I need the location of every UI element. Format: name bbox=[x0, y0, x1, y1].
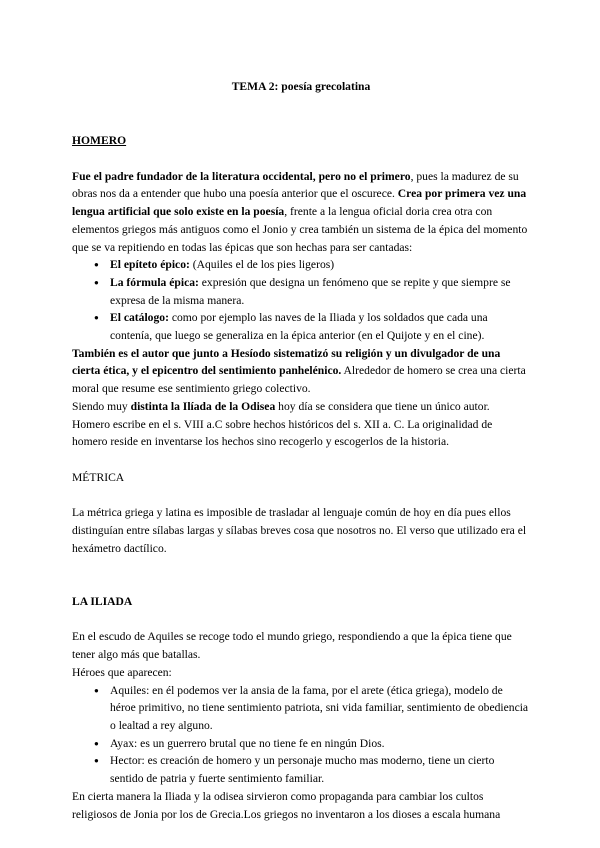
document-page bbox=[72, 60, 530, 823]
section-heading-iliada: LA ILIADA bbox=[72, 594, 133, 608]
list-item: ● Aquiles: en él podemos ver la ansia de la fama, por el arete (ética griega), modelo de héroe primitivo, no tiene sentimiento patriota, sni vida familiar, sentimiento de obediencia o lealtad a rey alguno. bbox=[96, 682, 530, 735]
homero-p2-bold: También es el autor que junto a Hesíodo sistematizó su religión y un divulgador de una cierta ética, y el epicentro del sentimiento panhelénico. bbox=[72, 346, 501, 378]
homero-p3-text-1: Siendo muy bbox=[72, 399, 131, 413]
homero-p2-text: Alrededor de homero se crea una cierta moral que resume ese sentimiento griego colectivo. bbox=[72, 364, 526, 396]
homero-p3-text-2: hoy día se considera que tiene un único autor. Homero escribe en el s. VIII a.C sobre hechos históricos del s. XII a. C. La originalidad de homero reside en inventarse los hechos sino recogerlo y escogerlos de la historia. bbox=[72, 399, 493, 449]
homero-p3-bold: distinta la Ilíada de la Odisea bbox=[130, 399, 276, 413]
list-item bbox=[96, 309, 530, 344]
homero-paragraph-2 bbox=[72, 345, 530, 398]
bullet-text: expresión que designa un fenómeno que se repite y que siempre se expresa de la misma manera. bbox=[110, 275, 511, 307]
iliada-paragraph-2: Héroes que aparecen: bbox=[72, 665, 172, 679]
section-heading-homero: HOMERO bbox=[72, 134, 127, 147]
list-item bbox=[96, 256, 530, 274]
homero-paragraph-3 bbox=[72, 398, 530, 451]
metrica-paragraph: La métrica griega y latina es imposible de trasladar al lenguaje común de hoy en día pues ellos distinguían entre sílabas largas y sílabas breves cosa que nosotros no. El verso que utilizado era el hexámetro dactílico. bbox=[72, 506, 527, 555]
iliada-bullet-list bbox=[72, 682, 530, 788]
list-item bbox=[96, 274, 530, 309]
section-heading-metrica: MÉTRICA bbox=[72, 470, 125, 484]
homero-bullet-list bbox=[72, 256, 530, 345]
homero-p1-bold-1: Fue el padre fundador de la literatura occidental, pero no el primero bbox=[72, 169, 411, 183]
bullet-term: El epíteto épico: bbox=[110, 258, 190, 272]
homero-p1-bold-2: Crea por primera vez una lengua artificial que solo existe en la poesía bbox=[72, 187, 527, 219]
bullet-term: El catálogo: bbox=[110, 311, 169, 325]
bullet-text: (Aquiles el de los pies ligeros) bbox=[189, 258, 335, 272]
homero-paragraph-1 bbox=[72, 168, 530, 257]
iliada-paragraph-3: En cierta manera la Iliada y la odisea sirvieron como propaganda para cambiar los cultos religiosos de Jonia por los de Grecia.Los griegos no inventaron a los dioses a escala humana bbox=[72, 789, 501, 821]
bullet-term: La fórmula épica: bbox=[110, 275, 199, 289]
list-item: ● Ayax: es un guerrero brutal que no tiene fe en ningún Dios. bbox=[96, 735, 530, 753]
bullet-text: como por ejemplo las naves de la Iliada y los soldados que cada una contenía, que luego se generaliza en la épica anterior (en el Quijote y en el cine). bbox=[110, 311, 488, 343]
homero-p1-text-2: , frente a la lengua oficial doria crea otra con elementos griegos más antiguos como el Jonio y crea también un sistema de la épica del momento que se va repitiendo en todas las épicas que son hechas para ser cantadas: bbox=[72, 205, 528, 254]
homero-p1-text-1: , pues la madurez de su obras nos da a entender que hubo una poesía anterior que el oscurece. bbox=[72, 169, 519, 201]
document-title: TEMA 2: poesía grecolatina bbox=[231, 80, 371, 93]
list-item: ● Hector: es creación de homero y un personaje mucho mas moderno, tiene un cierto sentido de patria y fuerte sentimiento familiar. bbox=[96, 752, 530, 787]
iliada-paragraph-1: En el escudo de Aquiles se recoge todo el mundo griego, respondiendo a que la épica tiene que tener algo más que batallas. bbox=[72, 630, 512, 662]
